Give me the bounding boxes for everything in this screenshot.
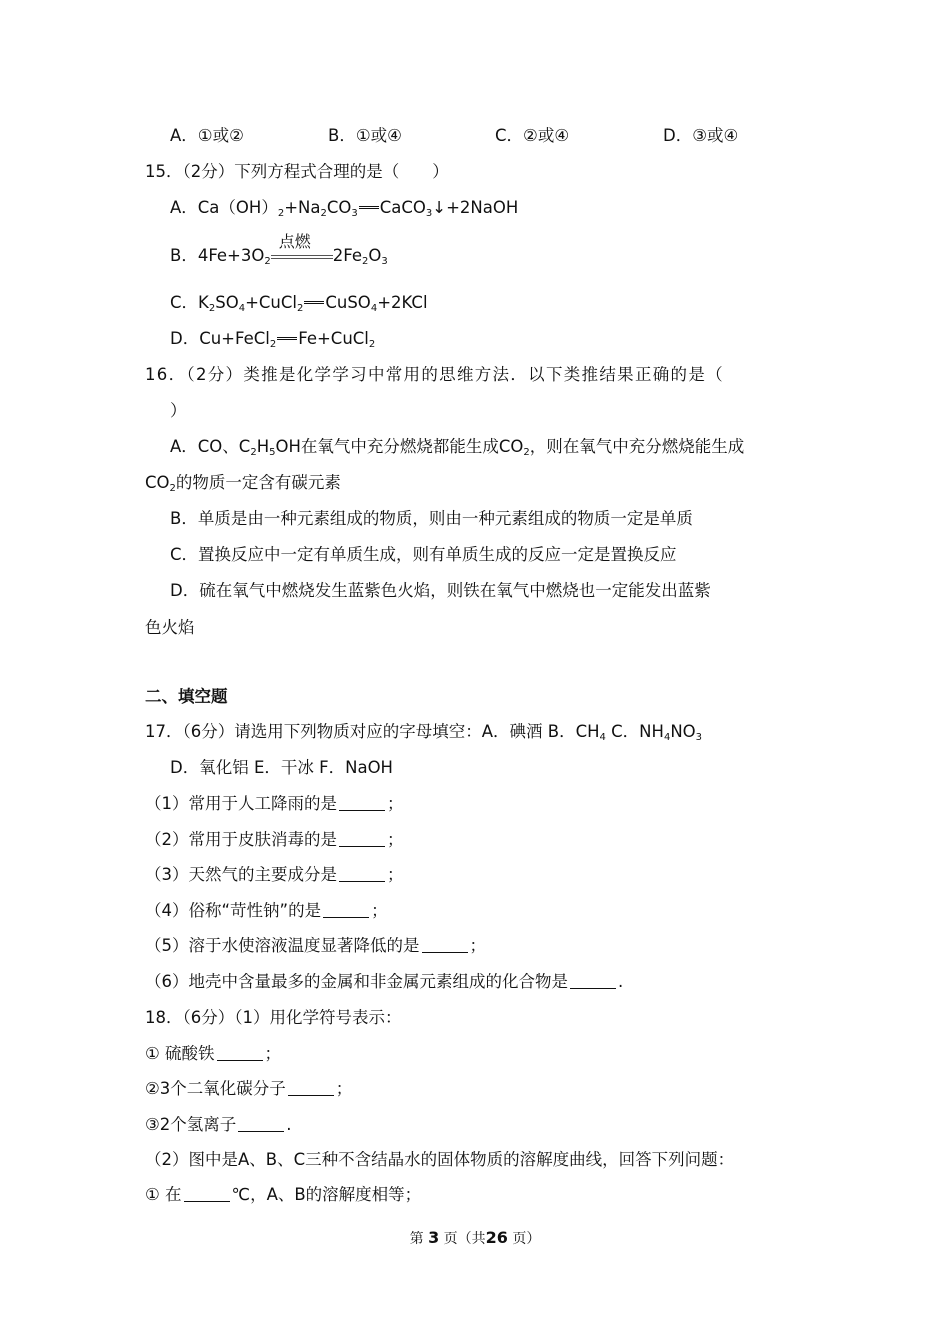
q17-item-5: （5）溶于水使溶液温度显著降低的是 ； (145, 936, 486, 955)
answer-blank[interactable] (238, 1115, 284, 1132)
q18-stem: 18．（6分）（1）用化学符号表示： (145, 1008, 402, 1027)
q18-item-4: ① 在 ℃，A、B的溶解度相等； (145, 1185, 422, 1204)
reaction-condition: 点燃 (271, 245, 333, 267)
page-footer: 第 3 页（共26 页） (409, 1228, 541, 1247)
answer-blank[interactable] (570, 972, 616, 989)
q18-item-3: ③2个氢离子 . (145, 1115, 292, 1134)
q16-option-d-cont: 色火焰 (145, 618, 195, 637)
q14-option-b: B．①或④ (328, 126, 402, 145)
q15-option-d: D．Cu+FeCl$_2$ Fe+CuCl$_2$ (170, 329, 376, 350)
q18-item-1: ① 硫酸铁 ； (145, 1044, 282, 1063)
answer-blank[interactable] (339, 794, 385, 811)
page-total: 26 (485, 1228, 508, 1247)
q17-stem: 17．（6分）请选用下列物质对应的字母填空：A．碘酒 B．$CH_4$ C．$NH_4NO_3$ (145, 722, 703, 743)
q17-item-2: （2）常用于皮肤消毒的是 ； (145, 830, 404, 849)
q16-option-a-cont: $CO_2$的物质一定含有碳元素 (145, 473, 341, 494)
q15-option-c: C．$K_2SO_4+CuCl_2$ CuSO$_4$+2KCl (170, 293, 428, 314)
q18-part-2: （2）图中是A、B、C三种不含结晶水的固体物质的溶解度曲线，回答下列问题： (145, 1150, 735, 1169)
answer-blank[interactable] (339, 830, 385, 847)
q14-option-d: D．③或④ (663, 126, 739, 145)
q17-stem-cont: D．氧化铝 E．干冰 F．NaOH (170, 758, 393, 777)
q17-item-1: （1）常用于人工降雨的是 ； (145, 794, 404, 813)
answer-blank[interactable] (288, 1079, 334, 1096)
q16-stem-close: ） (170, 401, 187, 420)
q14-option-c: C．②或④ (495, 126, 570, 145)
q16-option-a: A．CO、$C_2H_5OH$在氧气中充分燃烧都能生成$CO_2$，则在氧气中充分燃烧能生成 (170, 437, 745, 458)
q16-option-b: B．单质是由一种元素组成的物质，则由一种元素组成的物质一定是单质 (170, 509, 693, 528)
answer-blank[interactable] (217, 1044, 263, 1061)
page-number: 3 (428, 1228, 440, 1247)
q15-stem: 15．（2分）下列方程式合理的是（ ） (145, 162, 449, 181)
equals-sign (277, 337, 297, 340)
equals-sign (359, 206, 379, 209)
answer-blank[interactable] (339, 865, 385, 882)
q14-option-a: A．①或② (170, 126, 244, 145)
equals-sign (304, 301, 324, 304)
q16-option-c: C．置换反应中一定有单质生成，则有单质生成的反应一定是置换反应 (170, 545, 677, 564)
q17-item-4: （4）俗称“苛性钠”的是 ； (145, 901, 388, 920)
q15-option-b: B．$4Fe+3O_2$ 点燃 $2Fe_2O_3$ (170, 232, 388, 267)
answer-blank[interactable] (323, 901, 369, 918)
q18-item-2: ②3个二氧化碳分子 ； (145, 1079, 353, 1098)
q15-option-a: A．$Ca(OH)_2+Na_2CO_3$ CaCO$_3$↓+2NaOH (170, 198, 519, 219)
answer-blank[interactable] (184, 1185, 230, 1202)
q16-option-d: D．硫在氧气中燃烧发生蓝紫色火焰，则铁在氧气中燃烧也一定能发出蓝紫 (170, 581, 711, 600)
q17-item-3: （3）天然气的主要成分是 ； (145, 865, 404, 884)
answer-blank[interactable] (422, 936, 468, 953)
q16-stem: 16．（2分）类推是化学学习中常用的思维方法．以下类推结果正确的是（ (145, 365, 724, 384)
q14-options (170, 125, 738, 147)
q17-item-6: （6）地壳中含量最多的金属和非金属元素组成的化合物是 . (145, 972, 624, 991)
section-heading: 二、填空题 (145, 687, 228, 706)
